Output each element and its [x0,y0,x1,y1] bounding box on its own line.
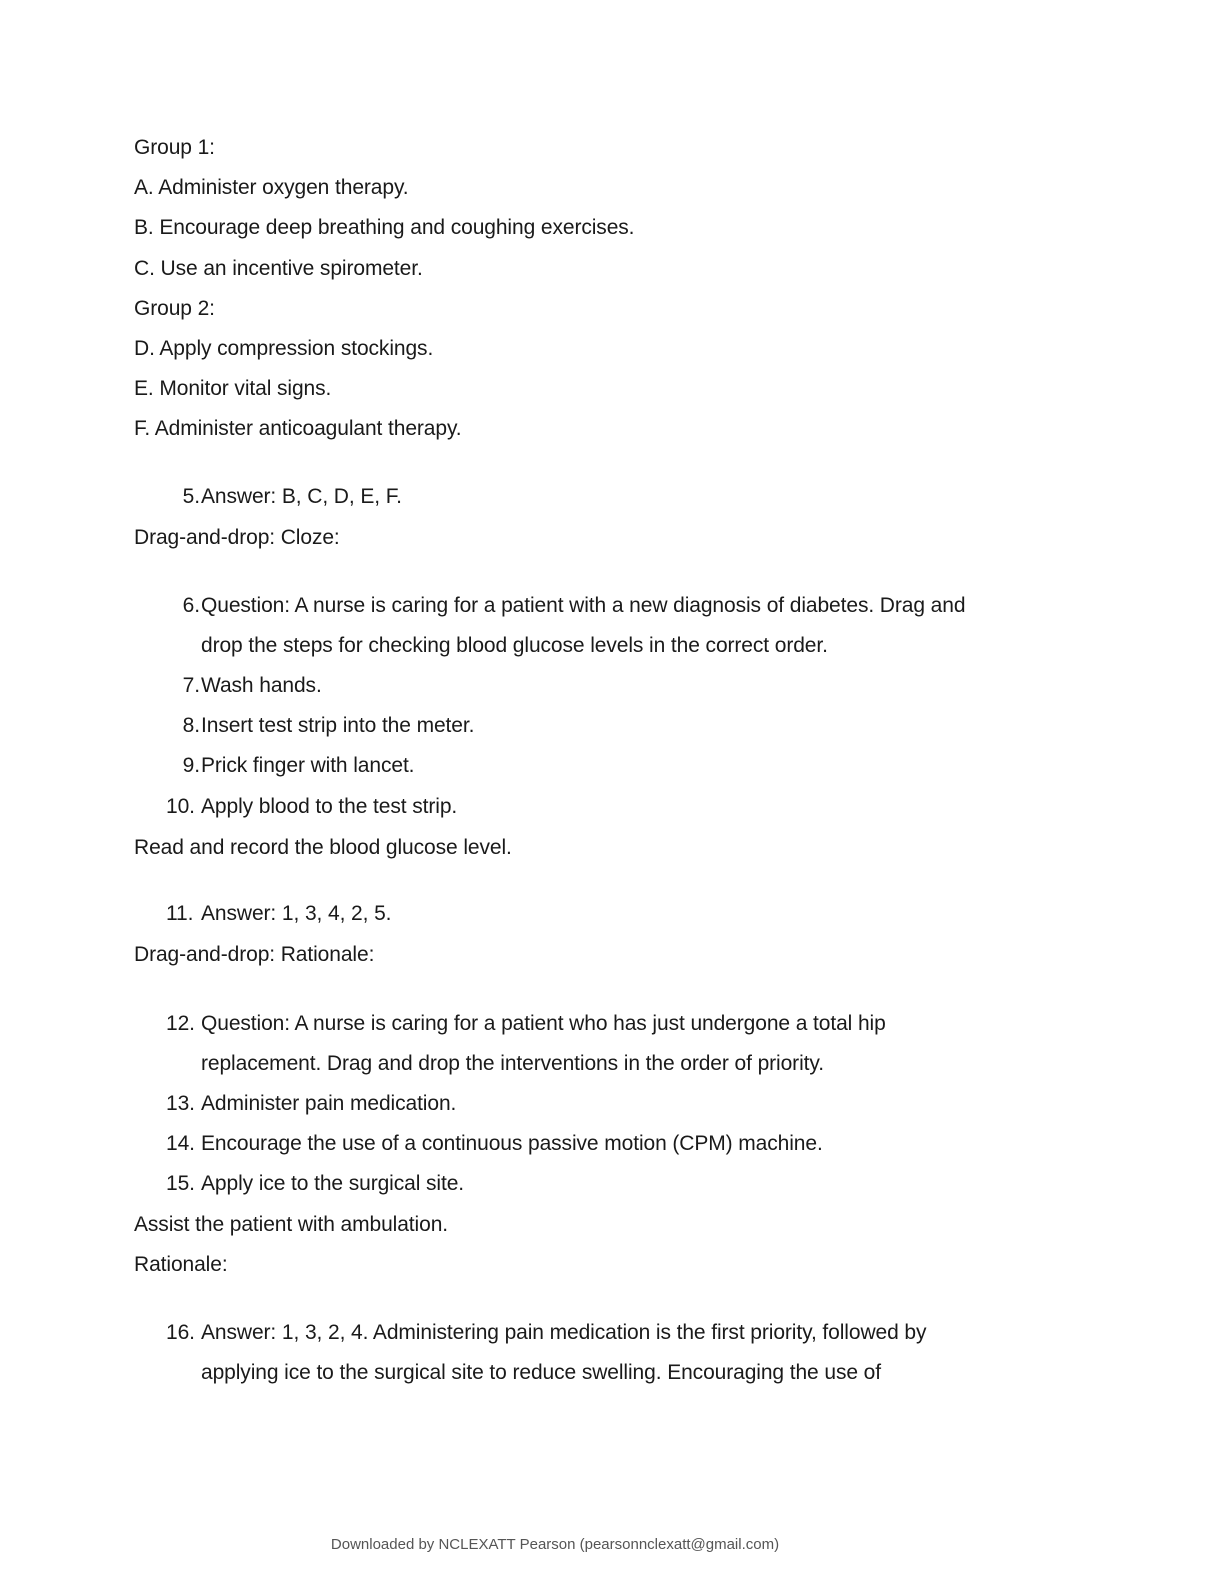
list-number: 15. [166,1172,195,1195]
list-number: 7. [182,674,200,697]
list-number: 16. [166,1321,195,1344]
list-item-6 [134,586,1034,666]
list-number: 10. [166,795,195,818]
list-item-10 [134,787,1034,827]
list-text: Encourage the use of a continuous passive motion (CPM) machine. [201,1132,823,1155]
list-text: Apply ice to the surgical site. [201,1172,465,1195]
list-number: 13. [166,1092,195,1115]
list-text: Insert test strip into the meter. [201,714,475,737]
cloze-heading: Drag-and-drop: Cloze: [134,526,340,549]
group1-heading: Group 1: [134,136,215,159]
rationale-label: Rationale: [134,1253,228,1276]
list-text: Wash hands. [201,674,322,697]
list-text: Answer: 1, 3, 2, 4. Administering pain medication is the first priority, followed by applying ice to the surgical site to reduce swelling. Encouraging the use of [201,1321,927,1384]
list-text: Answer: 1, 3, 4, 2, 5. [201,902,392,925]
list-item-15 [134,1164,1034,1204]
list-item-14 [134,1124,1034,1164]
list-number: 14. [166,1132,195,1155]
list-text: Administer pain medication. [201,1092,457,1115]
list-number: 5. [182,485,200,508]
group1-item-c: C. Use an incentive spirometer. [134,257,423,280]
list-item-9 [134,746,1034,786]
download-footer: Downloaded by NCLEXATT Pearson (pearsonnclexatt@gmail.com) [330,1536,780,1553]
list-number: 9. [182,754,200,777]
list-text: Apply blood to the test strip. [201,795,458,818]
assist-line: Assist the patient with ambulation. [134,1213,449,1236]
list-number: 12. [166,1012,195,1035]
list-item-11 [134,894,1034,934]
read-record-line: Read and record the blood glucose level. [134,836,512,859]
list-text: Prick finger with lancet. [201,754,415,777]
group2-item-e: E. Monitor vital signs. [134,377,332,400]
list-item-16 [134,1313,1034,1393]
list-item-7 [134,666,1034,706]
list-item-12 [134,1004,1034,1084]
group2-item-f: F. Administer anticoagulant therapy. [134,417,462,440]
list-item-13 [134,1084,1034,1124]
group1-item-b: B. Encourage deep breathing and coughing exercises. [134,216,635,239]
list-text: Question: A nurse is caring for a patient with a new diagnosis of diabetes. Drag and drop the steps for checking blood glucose levels in the correct order. [201,594,966,657]
group1-item-a: A. Administer oxygen therapy. [134,176,409,199]
rationale-section-heading: Drag-and-drop: Rationale: [134,943,375,966]
group2-item-d: D. Apply compression stockings. [134,337,434,360]
list-text: Answer: B, C, D, E, F. [201,485,402,508]
list-number: 8. [182,714,200,737]
list-item-8 [134,706,1034,746]
list-item-5 [134,477,1034,517]
group2-heading: Group 2: [134,297,215,320]
list-number: 11. [166,902,194,925]
list-text: Question: A nurse is caring for a patient who has just undergone a total hip replacement. Drag and drop the interventions in the order of priority. [201,1012,886,1075]
list-number: 6. [182,594,200,617]
